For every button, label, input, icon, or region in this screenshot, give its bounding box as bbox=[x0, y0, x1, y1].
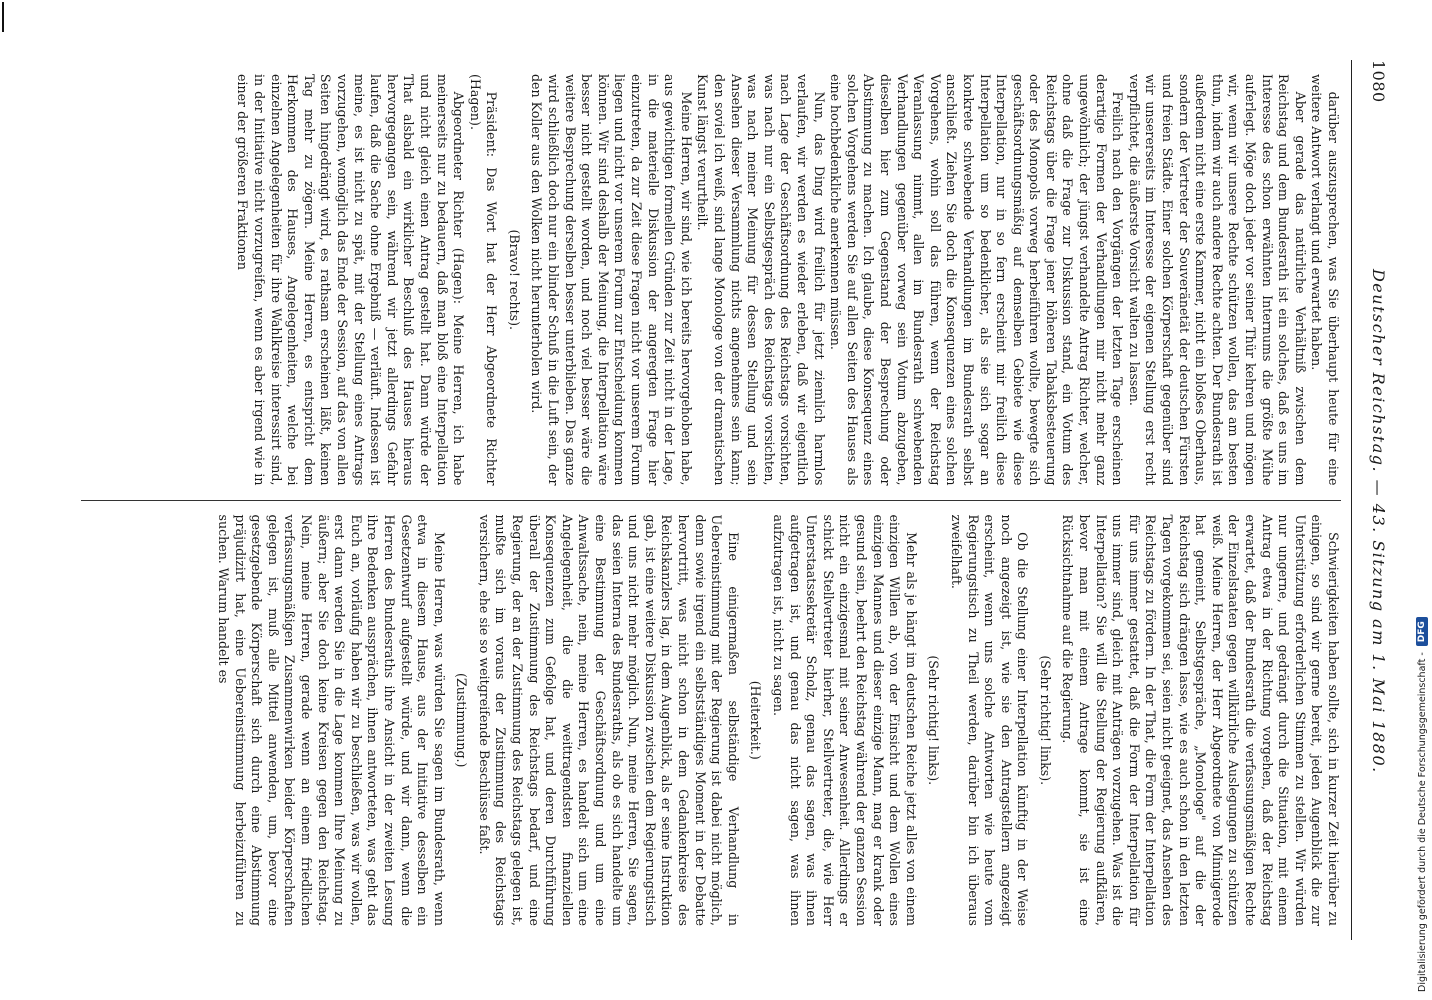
paragraph: Präsident: Das Wort hat der Herr Abgeordnete Richter (Hagen). bbox=[467, 74, 500, 486]
column-left bbox=[81, 60, 1341, 500]
paragraph: Freilich nach den Vorgängen der letzten Tage erscheinen derartige Formen der Verhandlungen mir nicht mehr ganz ungewöhnlich; der jüngst verhandelte Antrag Richter, welcher, ohne daß die Frage zur Diskussion stand, ein Votum des Reichstags über die Frage jener höheren Tabaksbesteuerung oder des Monopols vorweg herbeiführen wollte, bewegte sich geschäftsordnungsmäßig auf demselben Gebiete wie diese Interpellation, nur in so fern erscheint mir freilich diese Interpellation um so bedenklicher, als sie sich sogar an konkrete schwebende Verhandlungen im Bundesrath selbst anschließt. Ziehen Sie doch die Konsequenzen eines solchen Vorgehens, wohin soll das führen, wenn der Reichstag Veranlassung nimmt, allen im Bundesrath schwebenden Verhandlungen gegenüber vorweg sein Votum abzugeben, dieselben hier zum Gegenstand der Besprechung oder Abstimmung zu machen. Ich glaube, diese Konsequenz eines solchen Vorgehens werden Sie auf allen Seiten des Hauses als eine hochbedenkliche anerkennen müssen. bbox=[828, 74, 1126, 486]
page-edge-mark bbox=[2, 2, 10, 32]
digitization-credit-text-wrap bbox=[1416, 617, 1428, 992]
text-columns bbox=[81, 60, 1341, 940]
paragraph: Aber gerade das natürliche Verhältniß zwischen dem Reichstag und dem Bundesrath ist ein solches, daß es uns im Interesse des schon erwähnten Internums die größte Mühe auferlegt. Möge doch jeder vor seiner Thür kehren und mögen wir, wenn wir unsere Rechte schützen wollen, das am besten thun, indem wir auch andere Rechte achten. Der Bundesrath ist außerdem nicht eine erste Kammer, nicht ein bloßes Oberhaus, sondern der Vertreter der Souveränetät der deutschen Fürsten und freien Städte. Einer solchen Körperschaft gegenüber sind wir unsererseits im Interesse der eigenen Stellung erst recht verpflichtet, die äußerste Vorsicht walten zu lassen. bbox=[1126, 74, 1308, 486]
column-right bbox=[81, 500, 1341, 941]
audience-reaction: (Sehr richtig! links). bbox=[1037, 655, 1053, 786]
page-header bbox=[1351, 60, 1388, 940]
paragraph: Abgeordneter Richter (Hagen): Meine Herren, ich habe meinerseits nur zu bedauern, daß man bloß eine Interpellation und nicht gleich einen Antrag gestellt hat. Dann würde der That alsbald ein wirklicher Beschluß des Hauses hieraus hervorgegangen sein, während wir jetzt allerdings Gefahr laufen, daß die Sache ohne Ergebniß — verläuft. Indessen ist meine, es ist nicht zu spät, mit der Stellung eines Antrags vorzugehen, womöglich das Ende der Session, auf das von allen Seiten hingedrängt wird, es rathsam erscheinen läßt, keinen Tag mehr zu zögern. Meine Herren, es entspricht dem Herkommen des Hauses, Angelegenheiten, welche bei einzelnen Angelegenheiten für ihre Wahlkreise interessirt sind, in der Initiative nicht vorzugreifen, wenn es aber irgend wie in einer der größeren Fraktionen bbox=[235, 74, 467, 486]
audience-reaction: (Sehr richtig! links). bbox=[926, 655, 942, 786]
digitization-credit bbox=[1410, 0, 1432, 1000]
page-number: 1080 bbox=[1369, 60, 1388, 103]
page-title: Deutscher Reichstag. — 43. Sitzung am 1. Mai 1880. bbox=[1369, 268, 1388, 774]
dfg-logo: DFG bbox=[1416, 617, 1428, 646]
paragraph: Meine Herren, wir sind, wie ich bereits hervorgehoben habe, aus gewichtigen formellen Gründen zur Zeit nicht in der Lage, in die materielle Diskussion der angeregten Frage hier einzutreten, da zur Zeit diese Fragen nicht vor unserem Forum liegen und nicht vor unserem Forum zur Entscheidung kommen können. Wir sind deshalb der Meinung, die Interpellation wäre besser nicht gestellt worden, und noch viel besser wäre die weitere Besprechung derselben besser unterblieben. Das ganze wird schließlich doch nur ein blinder Schuß in die Luft sein, der den Koller aus den Wolken nicht herunterholen wird. bbox=[529, 74, 694, 486]
paragraph: Nun, das Ding wird freilich für jetzt ziemlich harmlos verlaufen, wir werden es wieder erleben, daß wir eigentlich nach Lage der Geschäftsordnung des Reichstags vorsichten, was nach nur ein Selbstgespräch des Reichstags vorsichten, was nach meiner Meinung für dessen Stellung und sein Ansehen dieser Versammlung nichts angenehmes sein kann; den soviel ich weiß, sind lange Monologe von der dramatischen Kunst längst verurtheilt. bbox=[695, 74, 827, 486]
paragraph: Ob die Stellung einer Interpellation künftig in der Weise noch angezeigt ist, wie sie den Antragstellern angezeigt erscheint, wenn uns solche Antworten wie heute vom Regierungstisch zu Theil werden, darüber bin ich überaus zweifelhaft. bbox=[948, 514, 1031, 926]
paragraph: darüber auszusprechen, was Sie überhaupt heute für eine weitere Antwort verlangt und erwartet haben. bbox=[1309, 74, 1341, 486]
digitization-credit-text: Digitalisierung gefördert durch die Deutsche Forschungsgemeinschaft - bbox=[1416, 652, 1428, 992]
audience-reaction: (Heiterkeit.) bbox=[748, 680, 764, 760]
paragraph: Schwierigkeiten haben sollte, sich in kurzer Zeit hierüber zu einigen, so sind wir gerne bereit, jeden Augenblick die zur Unterstützung erforderlichen Stimmen zu stellen. Wir würden nur ungerne, und gedrängt durch die Situation, mit einem Antrag etwa in der Richtung vorgehen, daß der Reichstag erwartet, daß der Bundesrath die verfassungsmäßigen Rechte der Einzelstaaten gegen willkürliche Auslegungen zu schützen weiß. Meine Herren, der Herr Abgeordnete von Minnigerode hat gemeint, Selbstgespräche, „Monologe" auf die der Reichstag sich drängen lasse, wie es auch schon in den letzten Tagen vorgekommen sei, seien nicht geeignet, das Ansehen des Reichstags zu fördern. In der That, die Form der Interpellation für uns immer gestattet, daß die Form der Interpellation für uns immer sind, gleich mit Anträgen vorzugehen. Was ist die Interpellation? Sie will die Stellung der Regierung aufklären, bevor man mit einem Antrage kommt, sie ist eine Rücksichtnahme auf die Regierung. bbox=[1060, 514, 1341, 926]
audience-reaction: (Zustimmung.) bbox=[454, 673, 470, 768]
paragraph: Meine Herren, was würden Sie sagen im Bundesrath, wenn etwa in diesem Hause, aus der Initiative desselben ein Gesetzentwurf aufgestellt würde, und wir dann, wenn die Herren des Bundesraths ihre Ansicht in der zweiten Lesung ihre Bedenken aussprächen, ihnen antworteten, was geht das Euch an, vorläufig haben wir zu beschließen, was wir wollen, erst dann werden Sie in die Lage kommen Ihre Meinung zu äußern; aber Sie doch keine Kreisen gegen den Reichstag. Nein, meine Herren, gerade wenn an einem friedlichen verfassungsmäßigen Zusammenwirken beider Körperschaften gelegen ist, muß alle Mittel anwenden, um, bevor eine gesetzgebende Körperschaft sich durch eine Abstimmung präjudizirt hat, eine Uebereinstimmung herbeizuführen zu suchen. Warum handelt es bbox=[216, 514, 447, 926]
scanned-page bbox=[26, 20, 1406, 980]
paragraph: Eine einigermaßen selbständige Verhandlung in Uebereinstimmung mit der Regierung ist dabei nicht möglich, denn sowie irgend ein selbstständiges Moment in der Debatte hervortritt, was nicht schon in dem Gedankenkreise des Reichskanzlers lag, in dem Augenblick, als er seine Instruktion gab, ist eine weitere Diskussion zwischen dem Regierungstisch und uns nicht mehr möglich. Nun, meine Herren, Sie sagen, das seien Interna des Bundesraths, als ob es sich handelte um eine Bestimmung der Geschäftsordnung und um eine Anwaltssache, nein, meine Herren, es handelt sich um eine Angelegenheit, die die weittragendsten finanziellen Konsequenzen zum Gefolge hat, und deren Durchführung überall der Zustimmung des Reichstags bedarf, und eine Regierung, der an der Zustimmung des Reichstags gelegen ist, mußte sich im voraus der Zustimmung des Reichstags versichern, ehe sie so weitgreifende Beschlüsse faßt. bbox=[476, 514, 741, 926]
audience-reaction: (Bravo! rechts). bbox=[506, 229, 522, 331]
paragraph: Mehr als je hängt im deutschen Reiche jetzt alles von einem einzigen Willen ab, von der Einsicht und dem Wollen eines einzigen Mannes und dieser einzige Mann, mag er krank oder gesund sein, beehrt den Reichstag während der ganzen Session nicht ein einzigesmal mit seiner Anwesenheit. Allerdings er schickt Stellvertreter hierher, Stellvertreter, die, wie Herr Unterstaatssekretär Scholz, genau das sagen, was ihnen aufgetragen ist, und genau das nicht sagen, was ihnen aufzutragen ist, nicht zu sagen. bbox=[771, 514, 919, 926]
